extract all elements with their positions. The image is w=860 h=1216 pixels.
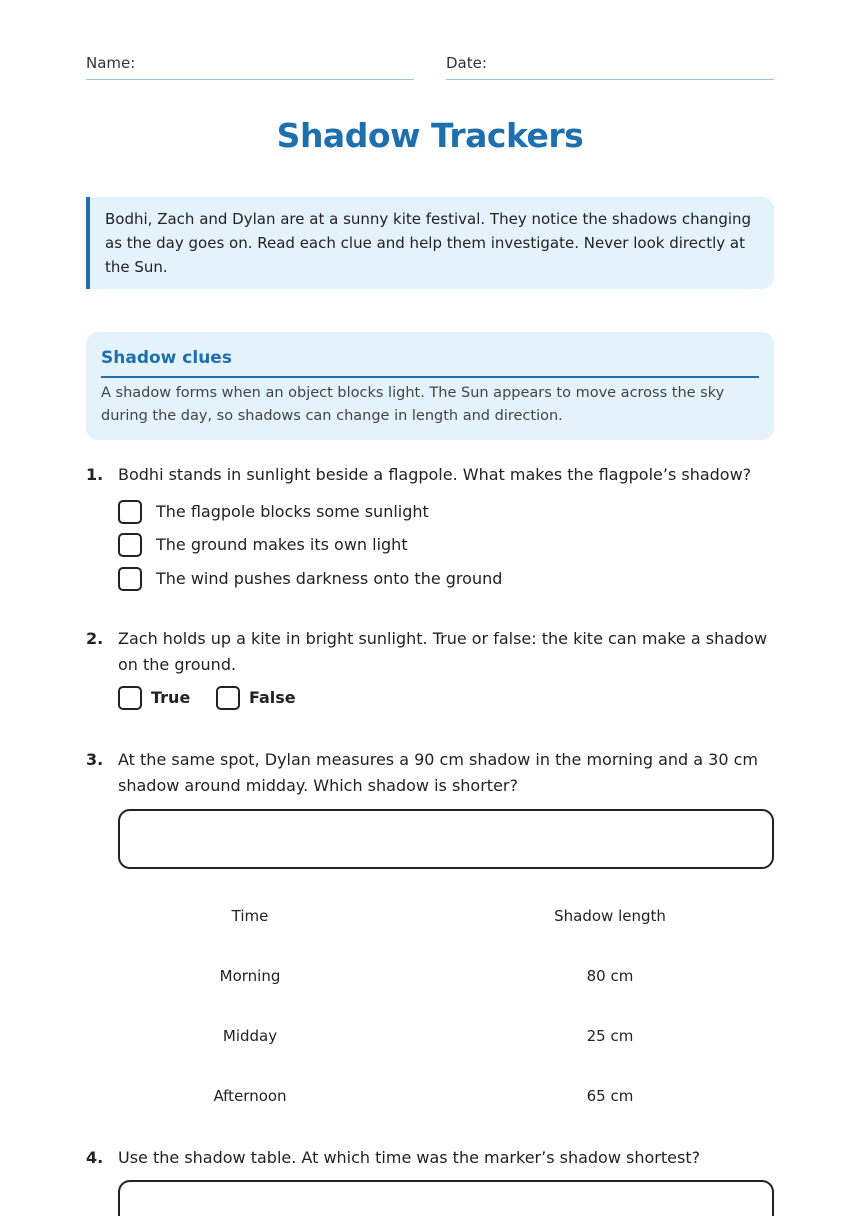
option-label: The ground makes its own light [156, 535, 408, 554]
table-cell: Midday [222, 1027, 278, 1045]
question-number: 1. [86, 465, 104, 484]
date-label: Date: [446, 54, 487, 72]
option-label: The wind pushes darkness onto the ground [156, 569, 503, 588]
name-label: Name: [86, 54, 136, 72]
table-row [86, 946, 774, 1006]
table-cell: 80 cm [586, 967, 634, 985]
page-title: Shadow Trackers [276, 116, 584, 155]
table-header: Shadow length [554, 907, 666, 925]
table-cell: 25 cm [586, 1027, 634, 1045]
date-field[interactable] [446, 52, 774, 80]
option-label: The flagpole blocks some sunlight [156, 502, 429, 521]
answer-box-3[interactable] [118, 809, 774, 869]
name-field[interactable] [86, 52, 414, 80]
question-text: Use the shadow table. At which time was the marker’s shadow shortest? [118, 1148, 701, 1167]
checkbox[interactable] [216, 686, 240, 710]
table-header: Time [231, 907, 269, 925]
table-row [86, 1006, 774, 1066]
table-row [86, 1066, 774, 1126]
checkbox[interactable] [118, 533, 142, 557]
question-text: Zach holds up a kite in bright sunlight. True or false: the kite can make a shadow on the ground. [118, 629, 768, 674]
shadow-clues-heading: Shadow clues [101, 346, 759, 378]
question-number: 4. [86, 1148, 104, 1167]
checkbox[interactable] [118, 686, 142, 710]
question-text: At the same spot, Dylan measures a 90 cm shadow in the morning and a 30 cm shadow around midday. Which shadow is shorter? [118, 750, 758, 795]
intro-callout: Bodhi, Zach and Dylan are at a sunny kite festival. They notice the shadows changing as the day goes on. Read each clue and help them investigate. Never look directly at the Sun. [86, 197, 774, 289]
shadow-clues-text: A shadow forms when an object blocks light. The Sun appears to move across the sky during the day, so shadows can change in length and direction. [101, 385, 725, 424]
table-cell: Afternoon [213, 1087, 287, 1105]
checkbox[interactable] [118, 567, 142, 591]
option-label: False [249, 688, 296, 707]
table-cell: 65 cm [586, 1087, 634, 1105]
question-number: 2. [86, 629, 104, 648]
answer-box-4[interactable] [118, 1180, 774, 1216]
option-label: True [151, 688, 191, 707]
question-number: 3. [86, 750, 104, 769]
shadow-clues-panel [86, 332, 774, 440]
checkbox[interactable] [118, 500, 142, 524]
table-header-row [86, 886, 774, 946]
question-text: Bodhi stands in sunlight beside a flagpole. What makes the flagpole’s shadow? [118, 465, 752, 484]
table-cell: Morning [219, 967, 281, 985]
student-fields [86, 52, 774, 82]
